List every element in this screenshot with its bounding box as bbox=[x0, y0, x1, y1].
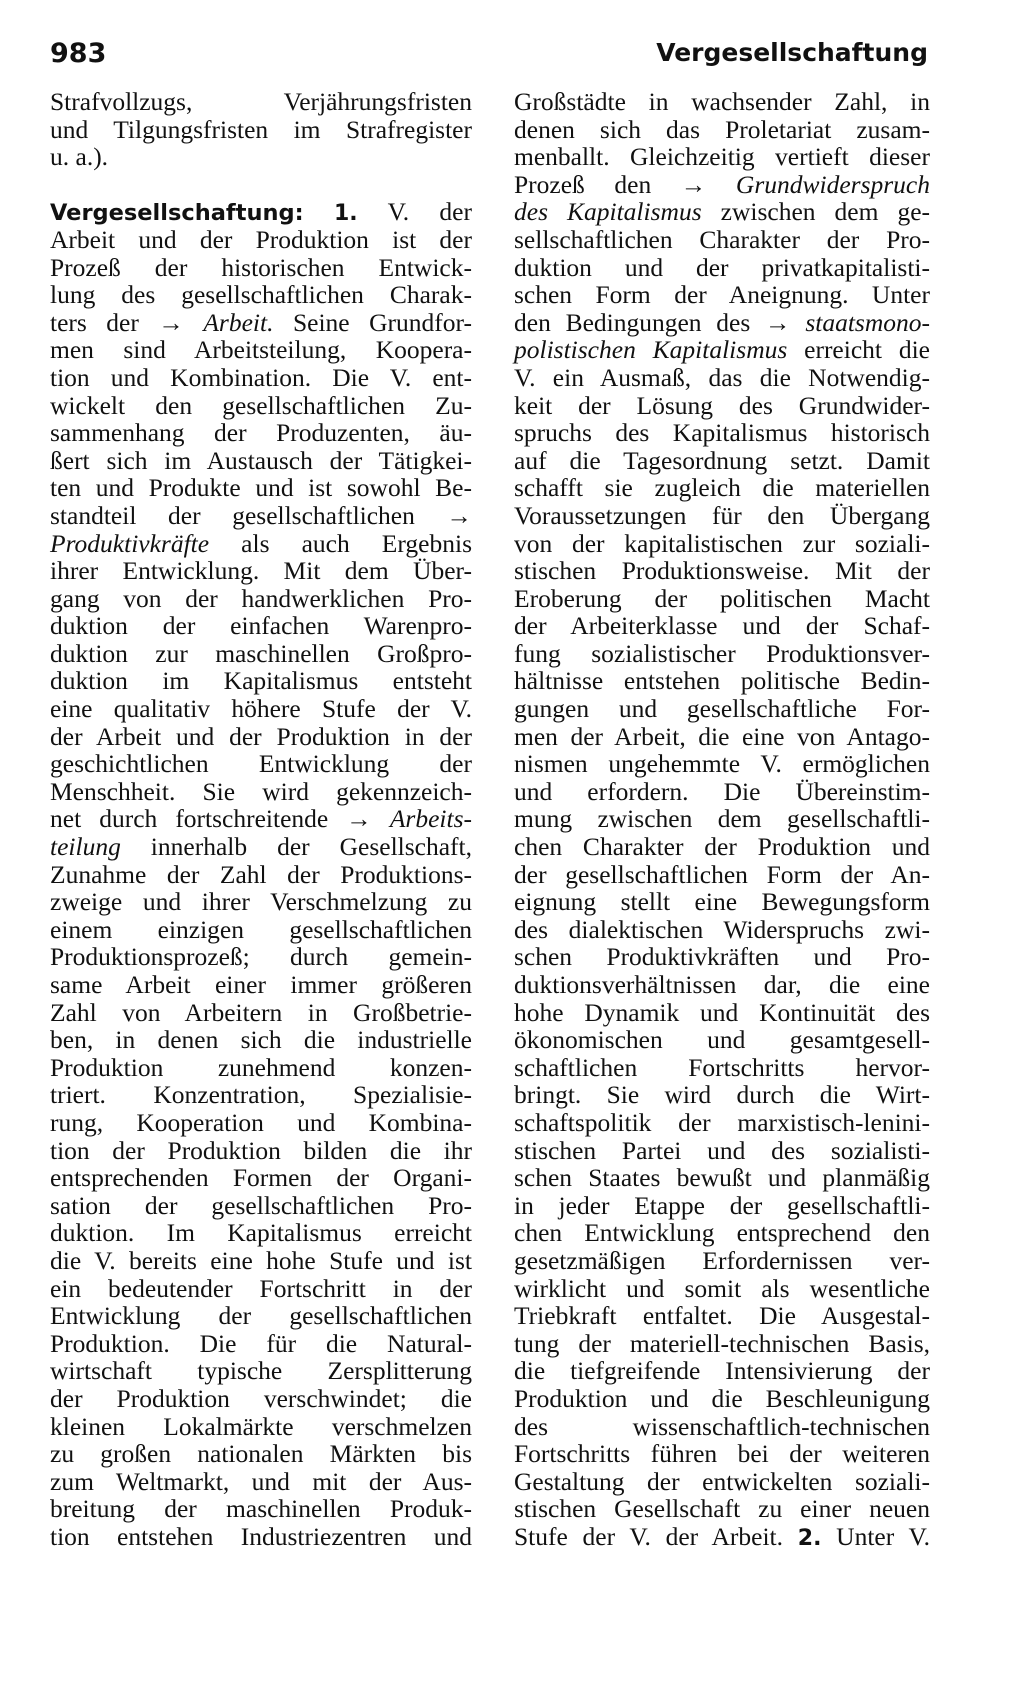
text-line: same Arbeit einer immer größeren bbox=[50, 970, 472, 999]
text-line: gang von der handwerklichen Pro- bbox=[50, 583, 472, 613]
text-line: keit der Lösung des Grundwider- bbox=[514, 390, 930, 420]
text-line: sation der gesellschaftlichen Pro- bbox=[50, 1190, 472, 1220]
text-line: sellschaftlichen Charakter der Pro- bbox=[514, 224, 930, 254]
text-line: stischen Partei und des sozialisti- bbox=[514, 1135, 930, 1165]
text-line: triert. Konzentration, Spezialisie- bbox=[50, 1080, 472, 1110]
text-line: sammenhang der Produzenten, äu- bbox=[50, 418, 472, 448]
text-line: einem einzigen gesellschaftlichen bbox=[50, 914, 472, 944]
text-line: Eroberung der politischen Macht bbox=[514, 583, 930, 613]
text-line: mung zwischen dem gesellschaftli- bbox=[514, 804, 930, 834]
text-fragment: als auch Ergebnis bbox=[209, 528, 472, 558]
text-line: auf die Tagesordnung setzt. Damit bbox=[514, 445, 930, 475]
text-line: ten und Produkte und ist sowohl Be- bbox=[50, 473, 472, 503]
text-line: Produktion zunehmend konzen- bbox=[50, 1052, 472, 1082]
sense-number: 1. bbox=[333, 201, 358, 227]
text-line: duktionsverhältnissen dar, die eine bbox=[514, 970, 930, 999]
text-line: Produktionsprozeß; durch gemein- bbox=[50, 942, 472, 972]
text-line: duktion und der privatkapitalisti- bbox=[514, 252, 930, 282]
text-line: der gesellschaftlichen Form der An- bbox=[514, 859, 930, 889]
cross-reference: Grundwiderspruch bbox=[735, 169, 930, 199]
left-column bbox=[50, 88, 472, 1550]
text-line bbox=[514, 309, 930, 337]
running-head: Vergesellschaftung bbox=[656, 38, 928, 67]
text-line: kleinen Lokalmärkte verschmelzen bbox=[50, 1411, 472, 1441]
text-line: nismen ungehemmte V. ermöglichen bbox=[514, 749, 930, 779]
text-line: Zahl von Arbeitern in Großbetrie- bbox=[50, 997, 472, 1027]
text-line: der Arbeit und der Produktion in der bbox=[50, 721, 472, 751]
text-line bbox=[514, 198, 930, 226]
text-line: Arbeit und der Produktion ist der bbox=[50, 224, 472, 254]
text-line: stischen Produktionsweise. Mit der bbox=[514, 556, 930, 586]
text-line: Strafvollzugs, Verjährungsfristen bbox=[50, 87, 472, 116]
text-line bbox=[50, 805, 472, 833]
text-line: ßert sich im Austausch der Tätigkei- bbox=[50, 445, 472, 475]
text-line: entsprechenden Formen der Organi- bbox=[50, 1163, 472, 1193]
text-line: duktion zur maschinellen Großpro- bbox=[50, 638, 472, 668]
text-line: hältnisse entstehen politische Bedin- bbox=[514, 666, 930, 696]
text-line: geschichtlichen Entwicklung der bbox=[50, 749, 472, 779]
text-line: Gestaltung der entwickelten soziali- bbox=[514, 1466, 930, 1496]
text-fragment: net durch fortschreitende → bbox=[50, 804, 390, 834]
text-line: gungen und gesellschaftliche For- bbox=[514, 694, 930, 724]
text-line: hohe Dynamik und Kontinuität des bbox=[514, 997, 930, 1027]
text-line bbox=[50, 833, 472, 861]
text-line: ihrer Entwicklung. Mit dem Über- bbox=[50, 556, 472, 586]
text-line: der Arbeiterklasse und der Schaf- bbox=[514, 611, 930, 641]
paragraph-gap bbox=[50, 171, 472, 199]
sense-number: 2. bbox=[797, 1525, 822, 1551]
text-line: Menschheit. Sie wird gekennzeich- bbox=[50, 776, 472, 806]
text-line bbox=[50, 309, 472, 337]
text-line: chen Charakter der Produktion und bbox=[514, 832, 930, 862]
cross-reference: des Kapitalismus bbox=[514, 197, 702, 227]
text-line: eine qualitativ höhere Stufe der V. bbox=[50, 694, 472, 724]
text-line: schen Staates bewußt und planmäßig bbox=[514, 1163, 930, 1193]
text-line: von der kapitalistischen zur soziali- bbox=[514, 528, 930, 558]
text-line: Voraussetzungen für den Übergang bbox=[514, 500, 930, 530]
text-line bbox=[514, 171, 930, 199]
cross-reference: teilung bbox=[50, 832, 121, 862]
text-fragment: Seine Grundfor- bbox=[273, 307, 472, 337]
text-line: standteil der gesellschaftlichen → bbox=[50, 500, 472, 530]
text-fragment: Unter V. bbox=[821, 1521, 930, 1551]
text-line: schaftlichen Fortschritts hervor- bbox=[514, 1052, 930, 1082]
text-line: fung sozialistischer Produktionsver- bbox=[514, 638, 930, 668]
text-line: stischen Gesellschaft zu einer neuen bbox=[514, 1494, 930, 1524]
text-line: lung des gesellschaftlichen Charak- bbox=[50, 280, 472, 310]
page-header bbox=[50, 38, 928, 78]
text-line: zum Weltmarkt, und mit der Aus- bbox=[50, 1466, 472, 1496]
text-line: men der Arbeit, die eine von Antago- bbox=[514, 721, 930, 751]
text-line: schen Produktivkräften und Pro- bbox=[514, 942, 930, 972]
text-fragment: Stufe der V. der Arbeit. bbox=[514, 1521, 798, 1551]
text-line bbox=[514, 1523, 930, 1551]
text-line: Produktion und die Beschleunigung bbox=[514, 1383, 930, 1413]
right-column bbox=[514, 88, 930, 1550]
text-fragment: V. der bbox=[387, 197, 472, 227]
text-line: und erfordern. Die Übereinstim- bbox=[514, 776, 930, 806]
text-line: spruchs des Kapitalismus historisch bbox=[514, 418, 930, 448]
cross-reference: Produktivkräfte bbox=[50, 528, 210, 558]
text-line: V. ein Ausmaß, das die Notwendig- bbox=[514, 362, 930, 392]
text-line: wirklicht und somit als wesentliche bbox=[514, 1273, 930, 1303]
text-line bbox=[50, 530, 472, 558]
text-line: Zunahme der Zahl der Produktions- bbox=[50, 859, 472, 889]
text-line: Fortschritts führen bei der weiteren bbox=[514, 1439, 930, 1469]
text-line: tion der Produktion bilden die ihr bbox=[50, 1135, 472, 1165]
text-fragment: den Bedingungen des → bbox=[514, 307, 806, 337]
text-line: schafft sie zugleich die materiellen bbox=[514, 473, 930, 503]
cross-reference: Arbeits- bbox=[389, 804, 472, 834]
entry-headword: Vergesellschaftung: bbox=[50, 200, 304, 227]
text-fragment: zwischen dem ge- bbox=[701, 197, 931, 227]
text-line: gesetzmäßigen Erfordernissen ver- bbox=[514, 1245, 930, 1275]
text-line: die V. bereits eine hohe Stufe und ist bbox=[50, 1245, 472, 1275]
text-line: des dialektischen Widerspruchs zwi- bbox=[514, 914, 930, 944]
text-line: ben, in denen sich die industrielle bbox=[50, 1025, 472, 1055]
cross-reference: polistischen Kapitalismus bbox=[514, 335, 788, 365]
text-line: duktion. Im Kapitalismus erreicht bbox=[50, 1218, 472, 1248]
text-line: tion und Kombination. Die V. ent- bbox=[50, 362, 472, 392]
text-line: schen Form der Aneignung. Unter bbox=[514, 280, 930, 310]
text-line: Entwicklung der gesellschaftlichen bbox=[50, 1301, 472, 1331]
text-line: Produktion. Die für die Natural- bbox=[50, 1328, 472, 1358]
text-line: wirtschaft typische Zersplitterung bbox=[50, 1356, 472, 1386]
cross-reference: Arbeit. bbox=[203, 307, 274, 337]
text-line: schaftspolitik der marxistisch-lenini- bbox=[514, 1107, 930, 1137]
text-line: menballt. Gleichzeitig vertieft dieser bbox=[514, 142, 930, 172]
text-fragment: Prozeß den → bbox=[514, 169, 736, 199]
cross-reference: staatsmono- bbox=[805, 307, 930, 337]
text-line: des wissenschaftlich-technischen bbox=[514, 1411, 930, 1441]
entry-first-line bbox=[50, 198, 472, 226]
text-line bbox=[514, 336, 930, 364]
text-line: u. a.). bbox=[50, 142, 109, 172]
text-line: Großstädte in wachsender Zahl, in bbox=[514, 87, 930, 116]
text-line: Prozeß der historischen Entwick- bbox=[50, 252, 472, 282]
text-fragment: innerhalb der Gesellschaft, bbox=[120, 832, 472, 862]
text-line: ökonomischen und gesamtgesell- bbox=[514, 1025, 930, 1055]
text-line: rung, Kooperation und Kombina- bbox=[50, 1107, 472, 1137]
text-line: und Tilgungsfristen im Strafregister bbox=[50, 114, 472, 144]
text-line: in jeder Etappe der gesellschaftli- bbox=[514, 1190, 930, 1220]
text-fragment: erreicht die bbox=[787, 335, 930, 365]
text-line: duktion im Kapitalismus entsteht bbox=[50, 666, 472, 696]
text-line: Triebkraft entfaltet. Die Ausgestal- bbox=[514, 1301, 930, 1331]
text-line: breitung der maschinellen Produk- bbox=[50, 1494, 472, 1524]
text-line: ein bedeutender Fortschritt in der bbox=[50, 1273, 472, 1303]
text-line: bringt. Sie wird durch die Wirt- bbox=[514, 1080, 930, 1110]
text-line: tion entstehen Industriezentren und bbox=[50, 1521, 472, 1551]
text-line: eignung stellt eine Bewegungsform bbox=[514, 887, 930, 917]
text-line: men sind Arbeitsteilung, Koopera- bbox=[50, 335, 472, 365]
text-line: die tiefgreifende Intensivierung der bbox=[514, 1356, 930, 1386]
text-line: chen Entwicklung entsprechend den bbox=[514, 1218, 930, 1248]
text-line: der Produktion verschwindet; die bbox=[50, 1383, 472, 1413]
text-line: zweige und ihrer Verschmelzung zu bbox=[50, 887, 472, 917]
text-line: wickelt den gesellschaftlichen Zu- bbox=[50, 390, 472, 420]
text-line: tung der materiell-technischen Basis, bbox=[514, 1328, 930, 1358]
page-number: 983 bbox=[50, 38, 107, 69]
text-fragment: ters der → bbox=[50, 307, 204, 337]
text-line: denen sich das Proletariat zusam- bbox=[514, 114, 930, 144]
text-line: duktion der einfachen Warenpro- bbox=[50, 611, 472, 641]
text-line: zu großen nationalen Märkten bis bbox=[50, 1439, 472, 1469]
